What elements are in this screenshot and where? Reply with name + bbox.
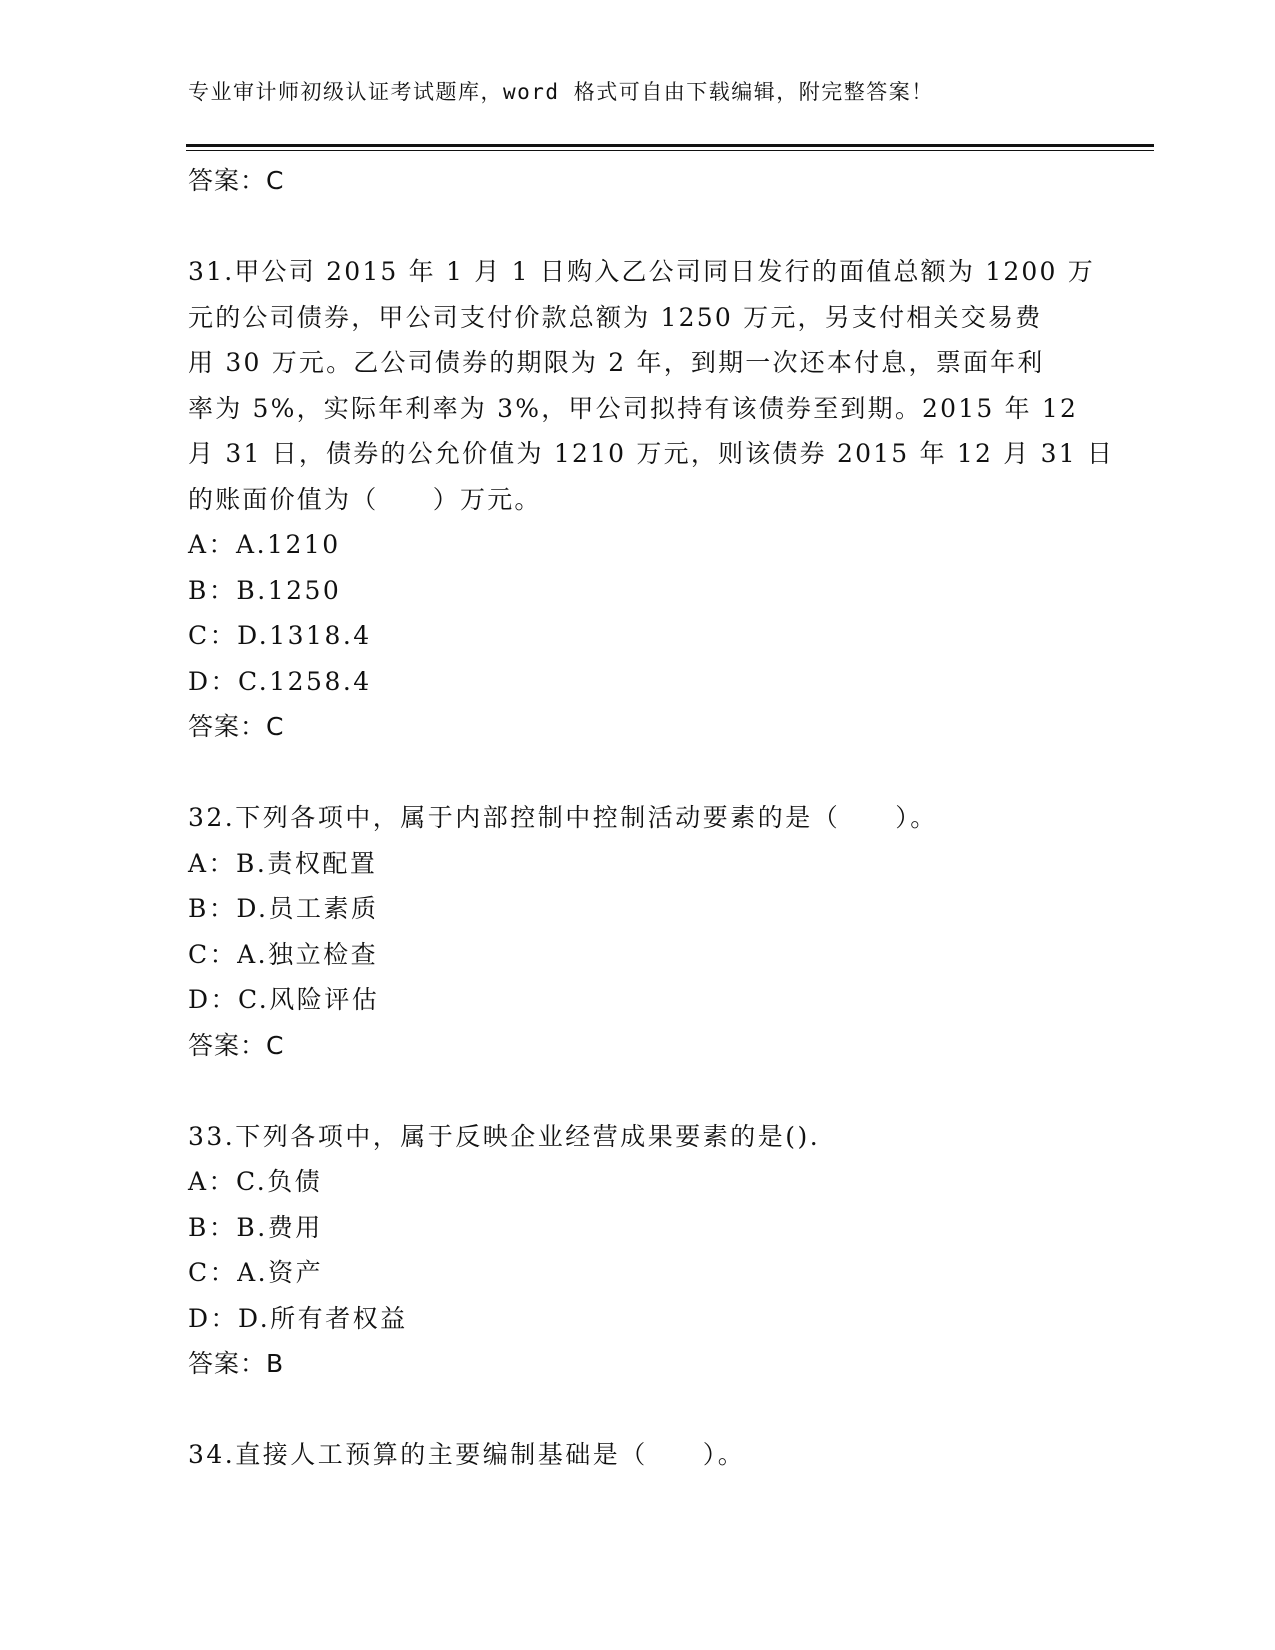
stem-line: 用 30 万元。乙公司债券的期限为 2 年，到期一次还本付息，票面年利 — [188, 348, 1045, 377]
question-stem: 32.下列各项中，属于内部控制中控制活动要素的是（ ）。 — [188, 803, 938, 832]
option-b: B：B.1250 — [188, 575, 342, 605]
spacer — [188, 750, 1088, 796]
stem-line: 元的公司债券，甲公司支付价款总额为 1250 万元，另支付相关交易费 — [188, 302, 1043, 332]
option-d: D：C.1258.4 — [188, 666, 372, 696]
option-a: A：C.负债 — [188, 1167, 323, 1196]
question-stem — [188, 249, 1115, 522]
question-33 — [188, 1114, 1088, 1387]
option-d: D：C.风险评估 — [188, 985, 380, 1014]
spacer — [188, 1387, 1088, 1433]
option-a: A：B.责权配置 — [188, 848, 378, 878]
question-list — [188, 158, 1115, 1478]
header-rule-thin — [186, 150, 1154, 151]
page-header: 专业审计师初级认证考试题库，word 格式可自由下载编辑，附完整答案！ — [188, 80, 934, 104]
question-31 — [188, 249, 1115, 750]
stem-line: 月 31 日，债券的公允价值为 1210 万元，则该债券 2015 年 12 月 31 日 — [188, 439, 1115, 468]
previous-answer: 答案：C — [188, 166, 285, 195]
answer: 答案：C — [188, 1030, 285, 1060]
spacer — [188, 204, 1088, 250]
option-c: C：D.1318.4 — [188, 621, 372, 650]
option-b: B：D.员工素质 — [188, 894, 379, 923]
question-stem: 33.下列各项中，属于反映企业经营成果要素的是(). — [188, 1121, 821, 1151]
stem-line: 率为 5%，实际年利率为 3%，甲公司拟持有该债券至到期。2015 年 12 — [188, 393, 1079, 423]
answer: 答案：C — [188, 712, 285, 741]
question-32 — [188, 795, 1088, 1068]
question-stem: 34.直接人工预算的主要编制基础是（ ）。 — [188, 1440, 746, 1469]
option-a: A：A.1210 — [188, 530, 341, 559]
option-d: D：D.所有者权益 — [188, 1303, 408, 1333]
stem-line: 的账面价值为（ ）万元。 — [188, 484, 542, 514]
option-c: C：A.资产 — [188, 1258, 324, 1287]
header-rule-thick — [186, 144, 1154, 147]
stem-line: 31.甲公司 2015 年 1 月 1 日购入乙公司同日发行的面值总额为 1200 万 — [188, 257, 1095, 286]
option-c: C：A.独立检查 — [188, 939, 379, 969]
answer: 答案：B — [188, 1349, 285, 1378]
spacer — [188, 1068, 1088, 1114]
option-b: B：B.费用 — [188, 1212, 323, 1242]
question-34 — [188, 1432, 1088, 1478]
